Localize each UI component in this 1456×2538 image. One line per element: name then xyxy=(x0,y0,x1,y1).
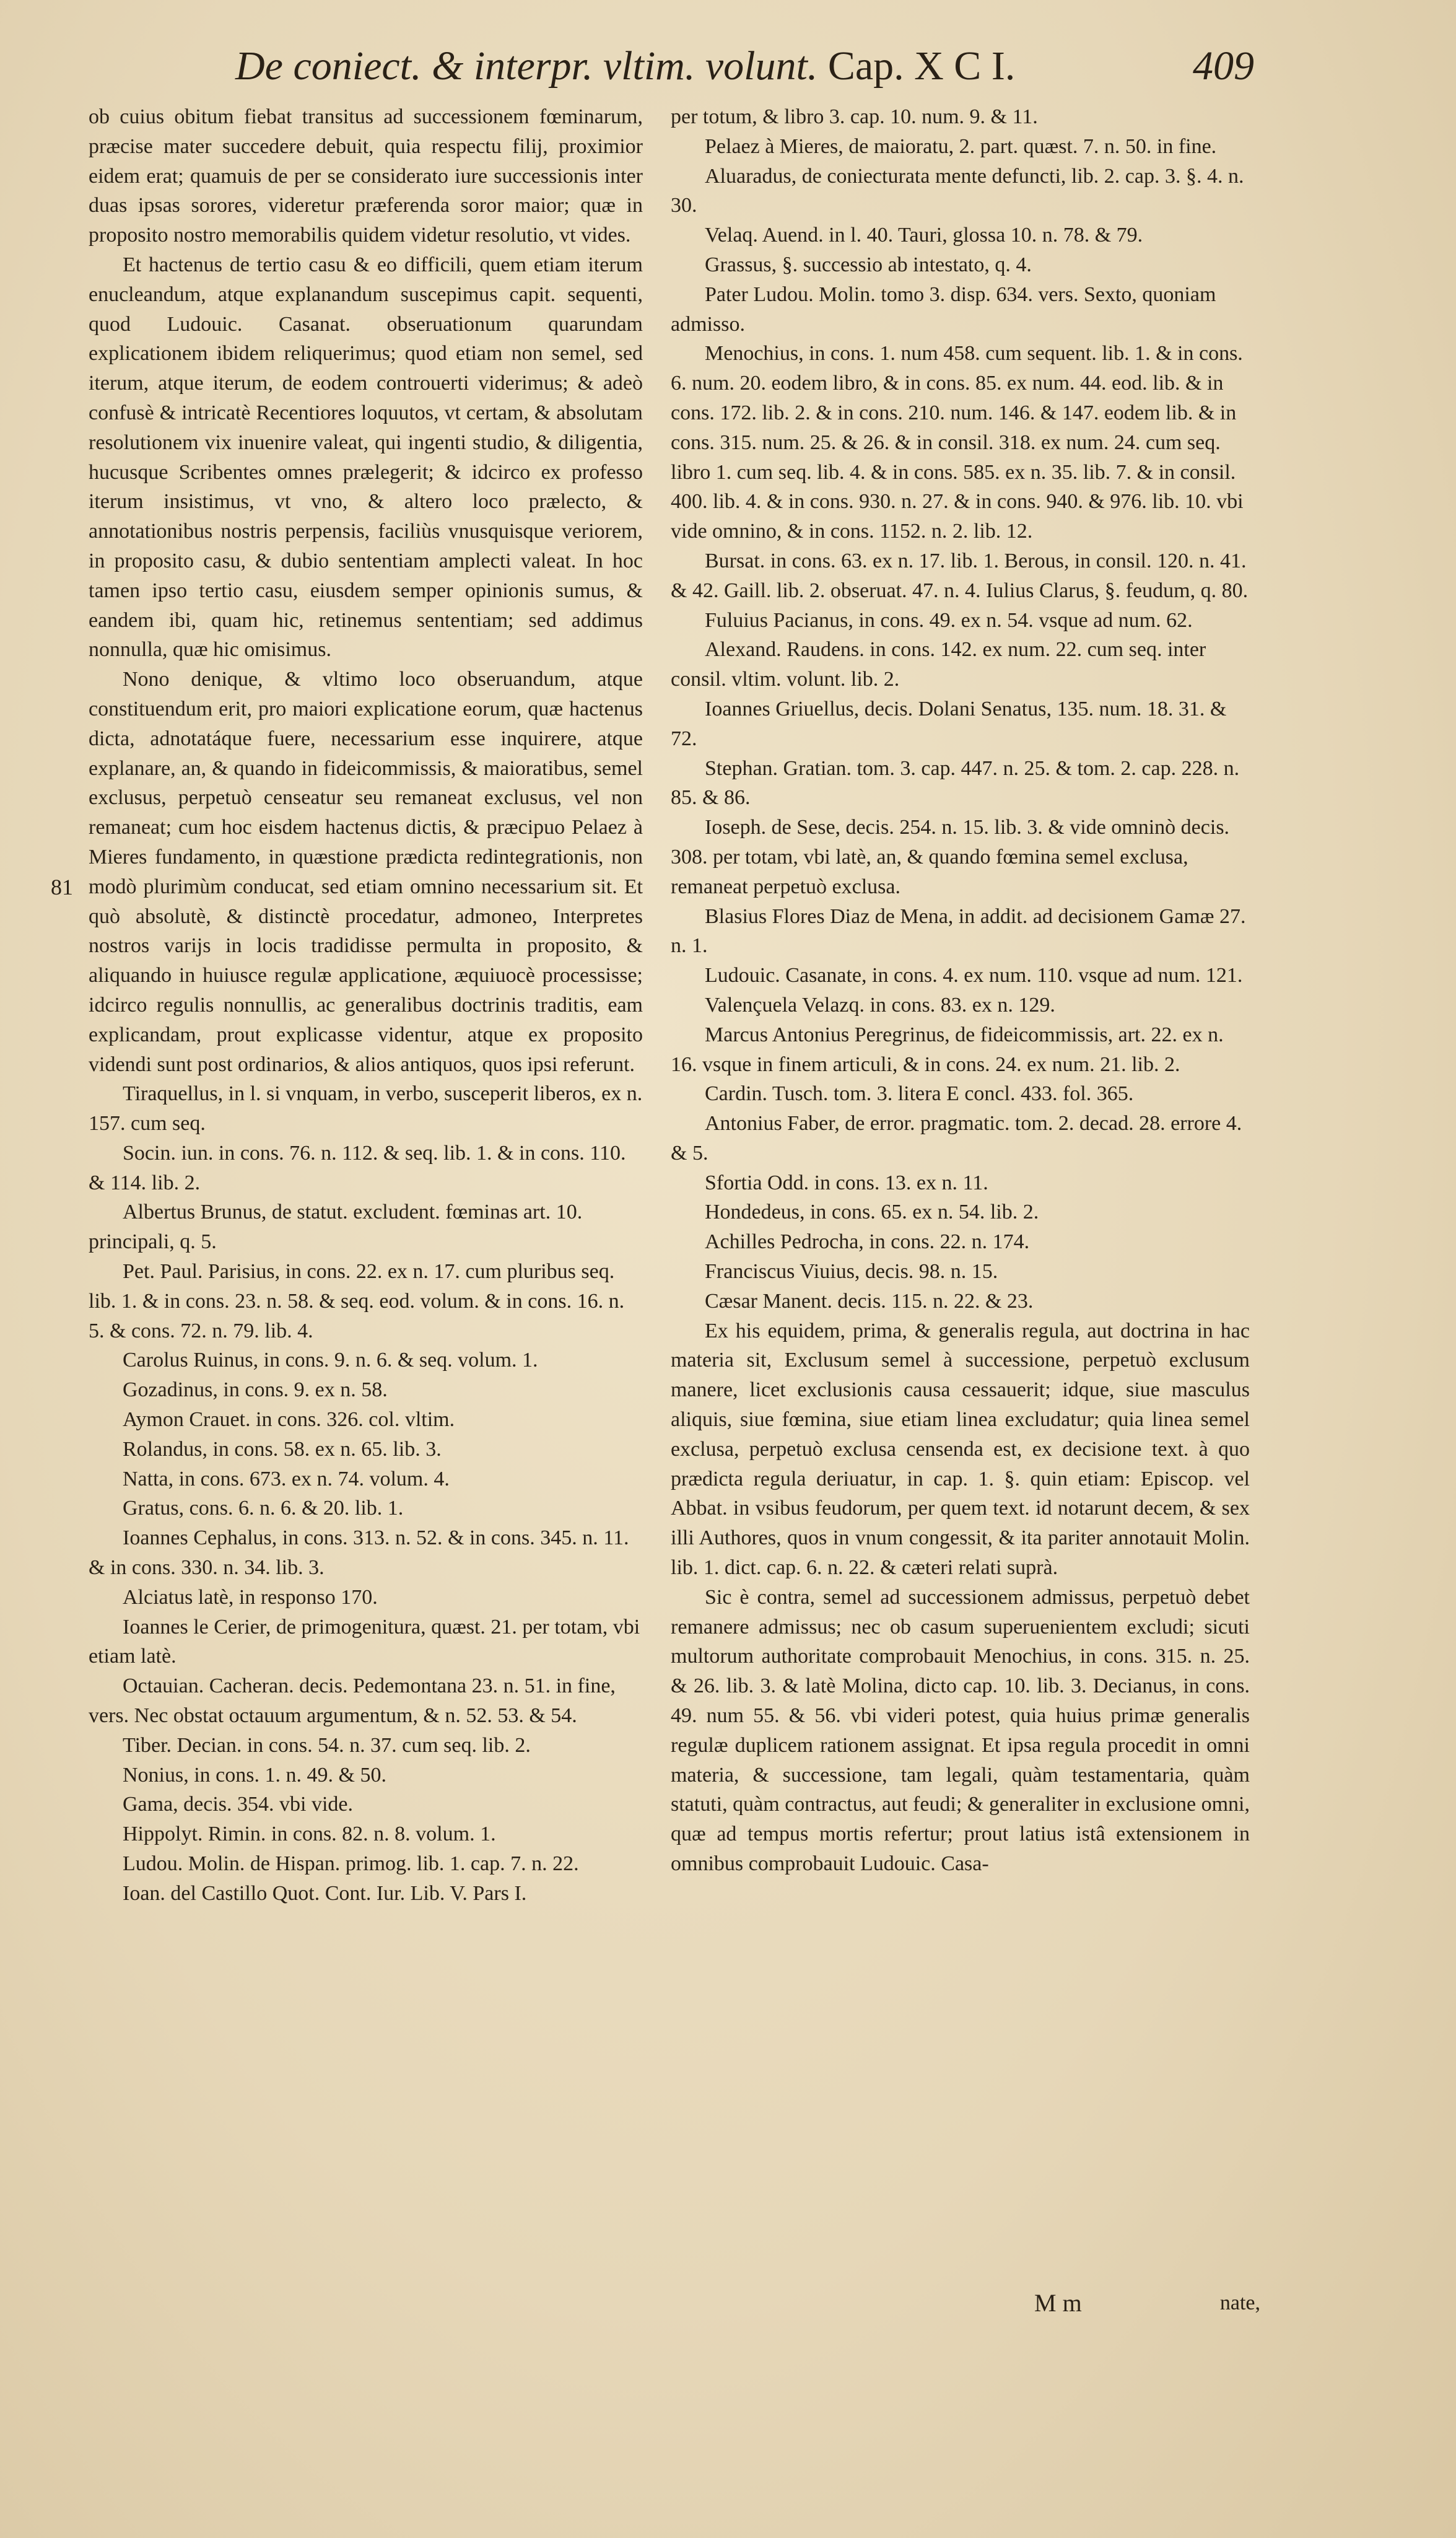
citation: Sfortia Odd. in cons. 13. ex n. 11. xyxy=(705,1171,988,1194)
citation: Velaq. Auend. in l. 40. Tauri, glossa 10. n. 78. & 79. xyxy=(705,224,1143,247)
citation: Blasius Flores Diaz de Mena, in addit. ad decisionem Gamæ 27. n. 1. xyxy=(671,904,1246,958)
header-title: De coniect. & interpr. vltim. volunt. xyxy=(235,43,818,89)
citation: Ioannes Cephalus, in cons. 313. n. 52. & in cons. 345. n. 11. & in cons. 330. n. 34. lib. 3. xyxy=(89,1526,629,1580)
citation: Natta, in cons. 673. ex n. 74. volum. 4. xyxy=(123,1467,450,1490)
citation: Alciatus latè, in responso 170. xyxy=(123,1585,378,1609)
citation: Hippolyt. Rimin. in cons. 82. n. 8. volum. 1. xyxy=(123,1823,496,1846)
header-chapter: Cap. X C I. xyxy=(827,43,1016,89)
paragraph: per totum, & libro 3. cap. 10. num. 9. & 11. xyxy=(671,105,1038,128)
citation: Menochius, in cons. 1. num 458. cum sequent. lib. 1. & in cons. 6. num. 20. eodem libro, & in cons. 85. ex num. 44. eod. lib. & in cons. 172. lib. 2. & in cons. 210. num. 146. & 147. eodem lib. & in cons. 315. num. 25. & 26. & in consil. 318. ex num. 24. cum seq. libro 1. cum seq. lib. 4. & in cons. 585. ex n. 35. lib. 7. & in consil. 400. lib. 4. & in cons. 930. n. 27. & in cons. 940. & 976. lib. 10. vbi vide omnino, & in cons. 1152. n. 2. lib. 12. xyxy=(671,342,1244,543)
citation: Cardin. Tusch. tom. 3. litera E concl. 433. fol. 365. xyxy=(705,1082,1134,1106)
right-column xyxy=(671,102,1250,2289)
citation: Hondedeus, in cons. 65. ex n. 54. lib. 2. xyxy=(705,1201,1039,1224)
citation: Pet. Paul. Parisius, in cons. 22. ex n. 17. cum pluribus seq. lib. 1. & in cons. 23. n. 58. & seq. eod. volum. & in cons. 16. n. 5. & cons. 72. n. 79. lib. 4. xyxy=(89,1260,625,1342)
paragraph: ob cuius obitum fiebat transitus ad successionem fœminarum, præcise mater succedere debuit, quia respectu filij, proximior eidem erat; quamuis de per se considerato iure successionis inter duas ipsas sorores, videretur præferenda soror maior; quæ in proposito nostro memorabilis quidem videtur resolutio, vt vides. xyxy=(89,105,643,247)
paragraph: Sic è contra, semel ad successionem admissus, perpetuò debet remanere admissus; nec ob casum superuenientem excludi; sicuti multorum authoritate comprobauit Menochius, in cons. 315. n. 25. & 26. lib. 3. & latè Molina, dicto cap. 10. lib. 3. Decianus, in cons. 49. num 55. & 56. vbi videri potest, quia huius primæ generalis regulæ duplicem rationem assignat. Et ipsa regula procedit in omni materia, & successione, tam legali, quàm testamentaria, quàm statuti, quàm contractus, aut feudi; & generaliter in exclusione omni, quæ ad tempus mortis refertur; prout latius istâ extensionem in omnibus comprobauit Ludouic. Casa- xyxy=(671,1585,1250,1876)
citation: Gama, decis. 354. vbi vide. xyxy=(123,1793,354,1816)
citation: Gratus, cons. 6. n. 6. & 20. lib. 1. xyxy=(123,1497,404,1520)
paragraph: Ex his equidem, prima, & generalis regula, aut doctrina in hac materia sit, Exclusum semel à successione, perpetuò exclusum manere, licet exclusionis causa cessauerit; idque, siue masculus aliquis, siue fœmina, siue etiam linea excludatur; quia linea semel exclusa, perpetuò exclusa censenda est, ex decisione text. à quo prædicta regula deriuatur, in cap. 1. §. quin etiam: Episcop. vel Abbat. in vsibus feudorum, per quem text. id notarunt decem, & sex illi Authores, quos in vnum congessit, & ita pariter annotauit Molin. lib. 1. dict. cap. 6. n. 22. & cæteri relati suprà. xyxy=(671,1319,1250,1580)
citation: Socin. iun. in cons. 76. n. 112. & seq. lib. 1. & in cons. 110. & 114. lib. 2. xyxy=(89,1141,626,1194)
citation: Pelaez à Mieres, de maioratu, 2. part. quæst. 7. n. 50. in fine. xyxy=(705,134,1217,158)
citation: Pater Ludou. Molin. tomo 3. disp. 634. vers. Sexto, quoniam admisso. xyxy=(671,282,1216,336)
citation: Ludou. Molin. de Hispan. primog. lib. 1. cap. 7. n. 22. xyxy=(123,1852,579,1876)
citation: Ioannes le Cerier, de primogenitura, quæst. 21. per totam, vbi etiam latè. xyxy=(89,1615,640,1668)
citation: Rolandus, in cons. 58. ex n. 65. lib. 3. xyxy=(123,1437,442,1461)
citation: Albertus Brunus, de statut. excludent. fœminas art. 10. principali, q. 5. xyxy=(89,1201,583,1254)
citation: Franciscus Viuius, decis. 98. n. 15. xyxy=(705,1260,998,1284)
citation: Aluaradus, de coniecturata mente defuncti, lib. 2. cap. 3. §. 4. n. 30. xyxy=(671,164,1244,217)
citation: Stephan. Gratian. tom. 3. cap. 447. n. 25. & tom. 2. cap. 228. n. 85. & 86. xyxy=(671,756,1240,810)
citation: Fuluius Pacianus, in cons. 49. ex n. 54. vsque ad num. 62. xyxy=(705,608,1193,632)
citation: Achilles Pedrocha, in cons. 22. n. 174. xyxy=(705,1230,1030,1254)
citation: Ioan. del Castillo Quot. Cont. Iur. Lib. V. Pars I. xyxy=(123,1881,527,1905)
running-header xyxy=(235,32,1263,100)
citation: Valençuela Velazq. in cons. 83. ex n. 129. xyxy=(705,993,1055,1017)
citation: Ludouic. Casanate, in cons. 4. ex num. 110. vsque ad num. 121. xyxy=(705,964,1243,987)
paragraph: Nono denique, & vltimo loco obseruandum, atque constituendum erit, pro maiori explicatione eorum, quæ hactenus dicta, adnotatáque fuere, necessarium esse inquirere, atque explanare, an, & quando in fideicommissis, & maioratibus, semel exclusus, perpetuò censeatur seu remaneat exclusus, vel non remaneat; cum hoc eisdem hactenus dictis, & præcipuo Pelaez à Mieres fundamento, in quæstione prædicta redintegrationis, non modò plurimùm conducat, sed etiam omnino necessarium sit. Et quò absolutè, & distinctè procedatur, admoneo, Interpretes nostros varijs in locis tradidisse permulta in proposito, & aliquando in huiusce regulæ applicatione, æquiuocè processisse; idcirco regulis nonnullis, ac generalibus doctrinis traditis, eam explicandam, prout explicasse videntur, atque ex proposito videndi sunt post ordinarios, & alios antiquos, quos ipsi referunt. xyxy=(89,668,643,1076)
citation: Antonius Faber, de error. pragmatic. tom. 2. decad. 28. errore 4. & 5. xyxy=(671,1112,1242,1165)
citation: Tiraquellus, in l. si vnquam, in verbo, susceperit liberos, ex n. 157. cum seq. xyxy=(89,1082,643,1136)
catchword: nate, xyxy=(1219,2291,1260,2314)
citation: Marcus Antonius Peregrinus, de fideicommissis, art. 22. ex n. 16. vsque in finem articuli, & in cons. 24. ex num. 21. lib. 2. xyxy=(671,1023,1224,1076)
citation: Tiber. Decian. in cons. 54. n. 37. cum seq. lib. 2. xyxy=(123,1733,531,1757)
citation: Ioannes Griuellus, decis. Dolani Senatus, 135. num. 18. 31. & 72. xyxy=(671,697,1227,750)
paragraph: Et hactenus de tertio casu & eo difficili, quem etiam iterum enucleandum, atque explanandum suscepimus capit. sequenti, quod Ludouic. Casanat. obseruationum quarundam explicationem ibidem reliquerimus; quod etiam non semel, sed iterum, atque iterum, de eodem controuerti viderimus; & adeò confusè & intricatè Recentiores loquutos, vt certam, & absolutam resolutionem vix inuenire valeat, qui ingenti studio, & diligentia, hucusque Scribentes omnes prælegerit; & idcirco ex professo iterum insistimus, vt vno, & altero loco prælecto, & annotationibus nostris perpensis, faciliùs vnusquisque veriorem, in proposito casu, & dubio sententiam amplecti valeat. In hoc tamen ipso tertio casu, eiusdem semper opinionis sumus, & eandem ibi, quam hic, retinemus sententiam; sed addimus nonnulla, quæ hic omisimus. xyxy=(89,253,643,662)
citation: Alexand. Raudens. in cons. 142. ex num. 22. cum seq. inter consil. vltim. volunt. lib. 2. xyxy=(671,638,1206,691)
page-number: 409 xyxy=(1193,43,1254,89)
signature-mark: M m xyxy=(1034,2289,1082,2317)
citation: Nonius, in cons. 1. n. 49. & 50. xyxy=(123,1763,386,1787)
citation: Bursat. in cons. 63. ex n. 17. lib. 1. Berous, in consil. 120. n. 41. & 42. Gaill. lib. 2. obseruat. 47. n. 4. Iulius Clarus, §. feudum, q. 80. xyxy=(671,549,1249,602)
citation: Ioseph. de Sese, decis. 254. n. 15. lib. 3. & vide omninò decis. 308. per totam, vbi latè, an, & quando fœmina semel exclusa, remaneat perpetuò exclusa. xyxy=(671,816,1230,898)
citation: Grassus, §. successio ab intestato, q. 4. xyxy=(705,253,1032,276)
citation: Aymon Crauet. in cons. 326. col. vltim. xyxy=(123,1408,455,1432)
citation: Octauian. Cacheran. decis. Pedemontana 23. n. 51. in fine, vers. Nec obstat octauum argumentum, & n. 52. 53. & 54. xyxy=(89,1674,616,1728)
citation: Gozadinus, in cons. 9. ex n. 58. xyxy=(123,1378,388,1402)
citation: Carolus Ruinus, in cons. 9. n. 6. & seq. volum. 1. xyxy=(123,1349,538,1372)
citation: Cæsar Manent. decis. 115. n. 22. & 23. xyxy=(705,1289,1034,1313)
margin-note: 81 xyxy=(51,875,73,899)
left-column xyxy=(89,102,643,2289)
